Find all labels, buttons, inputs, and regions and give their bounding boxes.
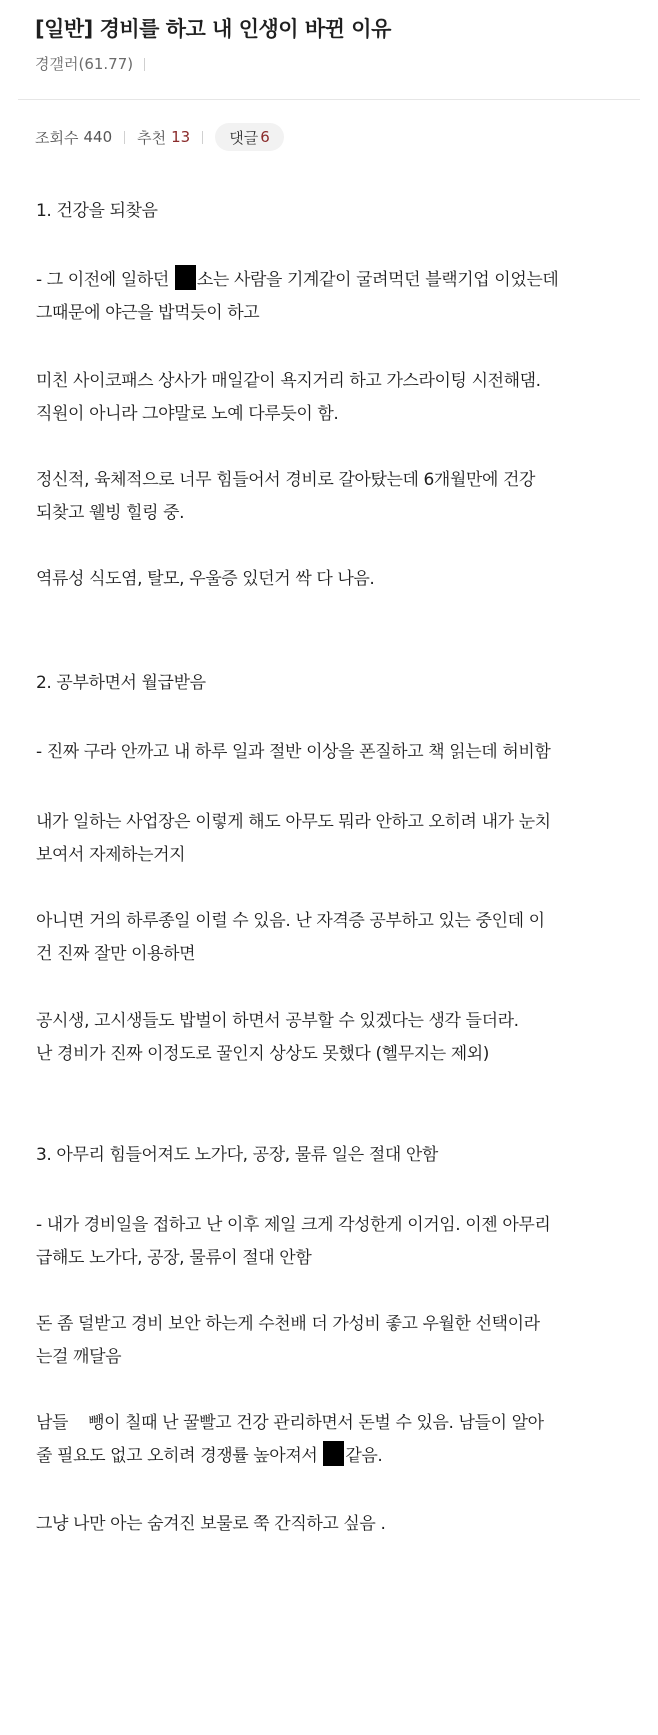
- header-divider: [18, 99, 640, 100]
- paragraph-text: 3. 아무리 힘들어져도 노가다, 공장, 물류 일은 절대 안함: [36, 1145, 438, 1165]
- paragraph-text: 보여서 자제하는거지: [36, 845, 186, 865]
- paragraph: [36, 195, 646, 228]
- paragraph: [36, 806, 646, 872]
- paragraph-text: 공시생, 고시생들도 밥벌이 하면서 공부할 수 있겠다는 생각 들더라.: [36, 1011, 519, 1031]
- redaction-block: [175, 265, 196, 290]
- paragraph-text: 급해도 노가다, 공장, 물류이 절대 안함: [36, 1248, 312, 1268]
- paragraph-text: 는걸 깨달음: [36, 1347, 122, 1367]
- paragraph-text: 되찾고 웰빙 힐링 중.: [36, 503, 185, 523]
- paragraph: [36, 563, 646, 596]
- author-name[interactable]: 경갤러(61.77): [35, 55, 134, 73]
- paragraph: [36, 1308, 646, 1374]
- paragraph-text: 그때문에 야근을 밥먹듯이 하고: [36, 303, 260, 323]
- post-stats: [35, 122, 284, 152]
- paragraph: [36, 1005, 646, 1071]
- paragraph-text: 미친 사이코패스 상사가 매일같이 욕지거리 하고 가스라이팅 시전해댐.: [36, 371, 541, 391]
- paragraph-text: 같음.: [345, 1446, 383, 1466]
- views-label: 조회수: [35, 128, 79, 147]
- paragraph-text: 2. 공부하면서 월급받음: [36, 673, 206, 693]
- paragraph-text: 아니면 거의 하루종일 이럴 수 있음. 난 자격증 공부하고 있는 중인데 이: [36, 911, 545, 931]
- paragraph: [36, 1508, 646, 1541]
- paragraph: [36, 1407, 646, 1473]
- paragraph-text: 정신적, 육체적으로 너무 힘들어서 경비로 갈아탔는데 6개월만에 건강: [36, 470, 536, 490]
- comments-button[interactable]: [215, 123, 284, 151]
- paragraph: [36, 264, 646, 330]
- post-header: [35, 14, 635, 75]
- paragraph-text: 줄 필요도 없고 오히려 경쟁률 높아져서: [36, 1446, 323, 1466]
- paragraph-text: 그냥 나만 아는 숨겨진 보물로 쭉 간직하고 싶음 .: [36, 1514, 386, 1534]
- post-title: [일반] 경비를 하고 내 인생이 바뀐 이유: [35, 17, 391, 41]
- paragraph: [36, 736, 646, 769]
- paragraph: [36, 1209, 646, 1275]
- paragraph-text: - 그 이전에 일하던: [36, 270, 174, 290]
- paragraph-text: 돈 좀 덜받고 경비 보안 하는게 수천배 더 가성비 좋고 우월한 선택이라: [36, 1314, 540, 1334]
- author-row: [35, 53, 635, 75]
- paragraph-text: - 내가 경비일을 접하고 난 이후 제일 크게 각성한게 이거임. 이젠 아무리: [36, 1215, 551, 1235]
- paragraph-text: 건 진짜 잘만 이용하면: [36, 944, 196, 964]
- paragraph-text: 직원이 아니라 그야말로 노예 다루듯이 함.: [36, 404, 339, 424]
- paragraph: [36, 1139, 646, 1172]
- paragraph: [36, 365, 646, 431]
- paragraph-text: 내가 일하는 사업장은 이렇게 해도 아무도 뭐라 안하고 오히려 내가 눈치: [36, 812, 551, 832]
- paragraph-text: 난 경비가 진짜 이정도로 꿀인지 상상도 못했다 (헬무지는 제외): [36, 1044, 490, 1064]
- paragraph: [36, 464, 646, 530]
- views-count: 440: [83, 128, 113, 146]
- comments-count: 6: [260, 128, 270, 146]
- paragraph-text: 소는 사람을 기계같이 굴려먹던 블랙기업 이었는데: [196, 270, 559, 290]
- paragraph-text: - 진짜 구라 안까고 내 하루 일과 절반 이상을 폰질하고 책 읽는데 허비함: [36, 742, 551, 762]
- recommend-label: 추천: [137, 128, 167, 147]
- stats-divider: [202, 131, 203, 144]
- comments-label: 댓글: [229, 128, 259, 147]
- stats-divider: [124, 131, 125, 144]
- recommend-count: 13: [171, 128, 191, 146]
- paragraph: [36, 905, 646, 971]
- paragraph-text: 남들 뺑이 칠때 난 꿀빨고 건강 관리하면서 돈벌 수 있음. 남들이 알아: [36, 1413, 544, 1433]
- author-divider: [144, 58, 145, 71]
- paragraph: [36, 667, 646, 700]
- paragraph-text: 역류성 식도염, 탈모, 우울증 있던거 싹 다 나음.: [36, 569, 375, 589]
- redaction-block: [323, 1441, 344, 1466]
- paragraph-text: 1. 건강을 되찾음: [36, 201, 158, 221]
